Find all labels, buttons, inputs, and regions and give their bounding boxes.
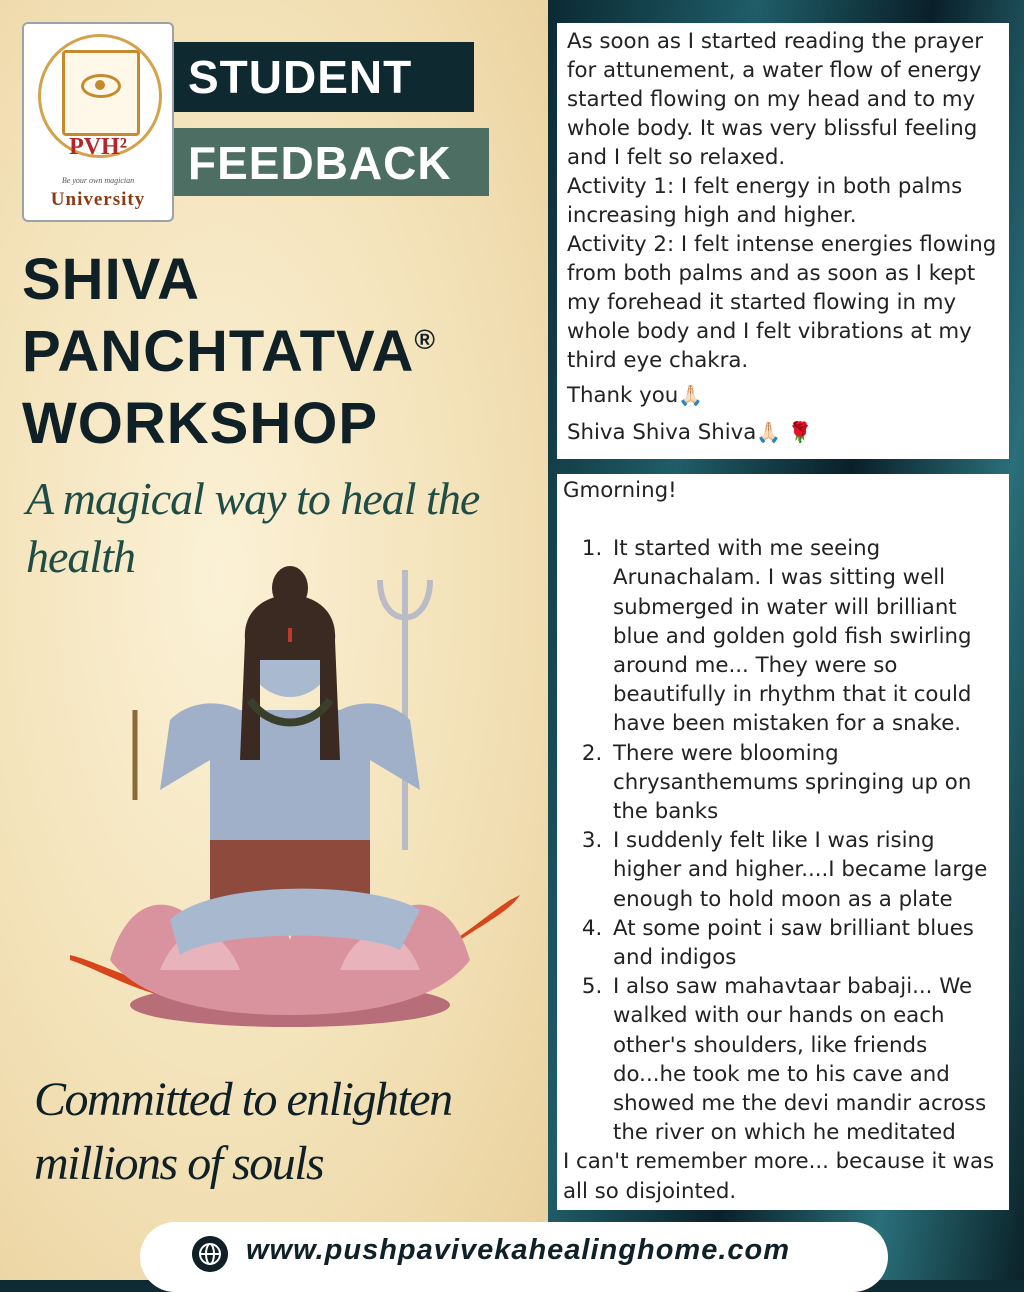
shiva-illustration [40,560,540,1050]
university-logo [22,22,174,222]
praying-hands-rose-icon: 🙏🏻 🌹 [756,420,813,444]
feedback1-closing [567,418,1001,447]
website-link[interactable]: www.pushpavivekahealinghome.com [246,1234,791,1266]
list-item: 4. At some point i saw brilliant blues and indigos [609,914,1005,972]
tagline: A magical way to heal the health [26,473,480,582]
workshop-title-line2 [22,316,436,388]
logo-mark: PVH² [69,134,127,160]
list-item: 5. I also saw mahavtaar babaji... We walked with our hands on each other's shoulders, like friends do...he took me to his cave and showed me the devi mandir across the river on which he meditated [609,972,1005,1147]
globe-icon [192,1236,228,1272]
feedback-card-2 [557,474,1009,1210]
logo-university: University [50,189,146,210]
eye-icon [81,74,121,98]
feedback1-thanks [567,381,1001,410]
workshop-title [22,244,436,460]
feedback1-paragraph1: As soon as I started reading the prayer for attunement, a water flow of energy started flowing on my head and to my whole body. It was very blissful feeling and I felt so relaxed. [567,29,983,170]
feedback1-paragraph2: Activity 1: I felt energy in both palms increasing high and higher. [567,174,963,228]
feedback1-closing-text: Shiva Shiva Shiva [567,420,757,445]
mission-statement: Committed to enlighten millions of souls [34,1073,452,1190]
list-item: 2. There were blooming chrysanthemums springing up on the banks [609,739,1005,827]
feedback1-paragraph3: Activity 2: I felt intense energies flowing from both palms and as soon as I kept my forehead it started flowing in my whole body and I felt vibrations at my third eye chakra. [567,232,997,373]
footer-pill [140,1222,888,1292]
registered-mark: ® [414,324,436,355]
feedback1-thanks-text: Thank you [567,383,679,408]
banner-student: STUDENT [174,42,474,112]
list-item: 3. I suddenly felt like I was rising higher and higher....I became large enough to hold moon as a plate [609,826,1005,914]
feedback2-closing: I can't remember more... because it was all so disjointed. [563,1149,995,1204]
feedback2-greeting: Gmorning! [563,478,677,503]
feedback2-list [563,534,1005,1147]
logo-tagline: Be your own magician [61,176,135,185]
praying-hands-icon: 🙏🏻 [678,383,704,407]
workshop-title-line2-text: PANCHTATVA [22,319,415,384]
feedback-card-1 [557,23,1009,459]
workshop-title-line3: WORKSHOP [22,391,378,456]
banner-feedback: FEEDBACK [174,128,489,196]
workshop-title-line1: SHIVA [22,247,200,312]
list-item: 1. It started with me seeing Arunachalam. I was sitting well submerged in water will brilliant blue and golden gold fish swirling around me... They were so beautifully in rhythm that it could have been mistaken for a snake. [609,534,1005,738]
